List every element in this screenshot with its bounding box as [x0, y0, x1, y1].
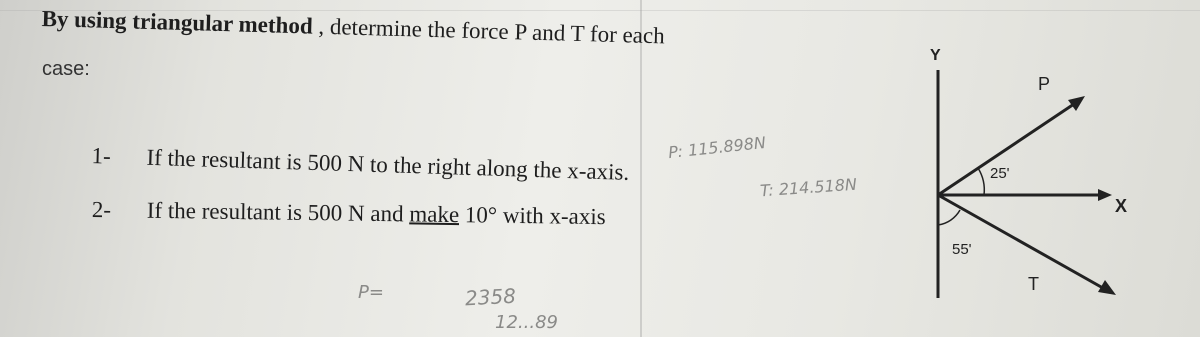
force-p-arrowhead — [1068, 96, 1085, 111]
handwritten-partial-value: 2358 — [464, 283, 517, 311]
x-axis-arrowhead — [1098, 189, 1112, 201]
case-item-text: If the resultant is 500 N and — [146, 197, 410, 227]
angle-p-label: 25' — [990, 165, 1010, 182]
case-item-2 — [92, 197, 606, 230]
handwritten-p-label: P= — [358, 282, 384, 303]
problem-method: By using triangular method — [41, 6, 314, 39]
x-axis-label: X — [1115, 196, 1128, 216]
case-item-number: 2- — [91, 197, 112, 223]
problem-case-label: case: — [42, 58, 90, 80]
case-item-text: If the resultant is 500 N to the right along the x-axis. — [146, 144, 630, 185]
angle-arc-t — [938, 210, 960, 225]
case-item-text-end: 10° with x-axis — [458, 202, 606, 230]
angle-arc-p — [978, 168, 984, 195]
handwritten-partial-value-2: 12...89 — [495, 312, 558, 333]
case-item-number: 1- — [91, 143, 112, 169]
force-t-label: T — [1028, 274, 1039, 294]
paper-fold-line — [640, 0, 642, 337]
force-diagram — [880, 40, 1200, 337]
handwritten-t-value: T: 214.518N — [759, 174, 858, 201]
y-axis-label: Y — [930, 47, 941, 64]
case-item-underlined-word: make — [409, 201, 460, 228]
problem-statement — [41, 6, 665, 49]
problem-statement-rest: , determine the force P and T for each — [312, 13, 666, 49]
force-p-label: P — [1038, 74, 1051, 94]
angle-t-label: 55' — [952, 241, 972, 258]
case-item-1 — [91, 143, 629, 186]
force-t-arrowhead — [1098, 280, 1116, 295]
handwritten-p-value: P: 115.898N — [667, 132, 767, 163]
